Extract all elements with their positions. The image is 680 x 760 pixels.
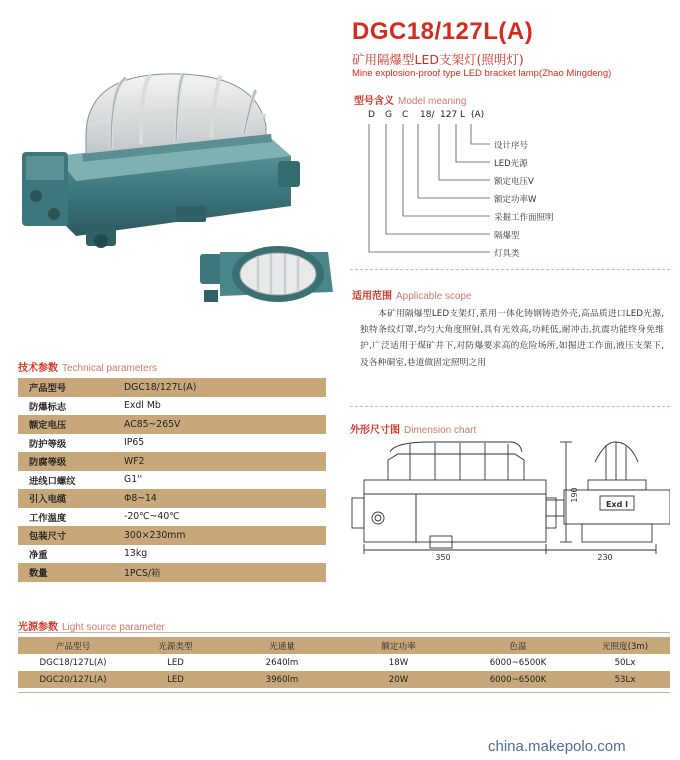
divider [18,692,670,693]
table-row [18,378,326,397]
cell: 53Lx [580,671,670,688]
product-subtitle-en: Mine explosion-proof type LED bracket lamp(Zhao Mingdeng) [352,68,612,79]
code-part: L [460,110,466,120]
col-header: 额定功率 [341,637,456,654]
model-label-lamp-class: 灯具类 [494,249,520,259]
code-part: 127 [440,110,458,120]
scope-heading-cn: 适用范围 [352,291,392,302]
param-key: 防腐等级 [18,452,113,471]
table-header-row [18,637,670,654]
param-value: Φ8~14 [113,489,326,508]
tech-heading [18,359,157,374]
light-source-heading-en: Light source parameter [62,622,165,633]
cell: 6000~6500K [456,654,580,671]
param-key: 进线口螺纹 [18,471,113,490]
tech-heading-cn: 技术参数 [18,363,58,374]
table-row [18,654,670,671]
param-value: IP65 [113,434,326,453]
param-value: G1'' [113,471,326,490]
model-label-led-source: LED光源 [494,159,528,169]
divider [350,406,670,407]
param-key: 数量 [18,563,113,582]
param-key: 额定电压 [18,415,113,434]
param-key: 产品型号 [18,378,113,397]
code-part: C [402,110,409,120]
param-value: WF2 [113,452,326,471]
exd-badge: Exd I [605,500,629,509]
param-value: DGC18/127L(A) [113,378,326,397]
watermark: china.makepolo.com [488,738,626,755]
cell: 2640lm [223,654,341,671]
param-value: -20℃~40℃ [113,508,326,527]
divider [350,269,670,270]
model-meaning-heading-cn: 型号含义 [354,96,394,107]
cell: 6000~6500K [456,671,580,688]
col-header: 光源类型 [128,637,223,654]
param-value: 300×230mm [113,526,326,545]
technical-parameters-table [18,378,326,582]
param-key: 净重 [18,545,113,564]
lamp-photo-small [198,232,338,312]
table-row [18,452,326,471]
model-label-explosion-proof: 隔爆型 [494,231,520,241]
scope-heading [352,287,472,302]
table-row [18,397,326,416]
model-label-design-number: 设计序号 [494,141,529,151]
dimension-width-label: 350 [435,553,451,562]
light-source-heading [18,618,165,633]
param-key: 工作温度 [18,508,113,527]
col-header: 产品型号 [18,637,128,654]
table-row [18,489,326,508]
col-header: 色温 [456,637,580,654]
product-title: DGC18/127L(A) [352,18,534,45]
cell: LED [128,671,223,688]
table-row [18,671,670,688]
table-row [18,545,326,564]
col-header: 光通量 [223,637,341,654]
tech-heading-en: Technical parameters [62,363,158,374]
param-value: 1PCS/箱 [113,563,326,582]
model-label-mining-face: 采掘工作面照明 [494,213,554,223]
table-row [18,434,326,453]
param-value: AC85~265V [113,415,326,434]
model-meaning-diagram [360,118,495,258]
col-header: 光照度(3m) [580,637,670,654]
table-row [18,526,326,545]
code-part: D [368,110,375,120]
light-source-table [18,637,670,688]
cell: 50Lx [580,654,670,671]
dimension-drawing [350,440,670,568]
scope-heading-en: Applicable scope [396,291,472,302]
param-key: 防爆标志 [18,397,113,416]
cell: 18W [341,654,456,671]
table-row [18,415,326,434]
model-meaning-heading-en: Model meaning [398,96,467,107]
dimension-height-label: 190 [570,487,579,503]
model-meaning-heading [354,92,466,107]
table-row [18,471,326,490]
param-value: 13kg [113,545,326,564]
model-label-rated-power: 额定功率W [494,195,537,205]
table-row [18,563,326,582]
divider [18,632,670,633]
code-part: G [385,110,392,120]
dimension-heading-en: Dimension chart [404,425,477,436]
param-key: 引入电缆 [18,489,113,508]
dimension-side-width-label: 230 [597,553,613,562]
cell: 20W [341,671,456,688]
table-row [18,508,326,527]
param-value: Exdl Mb [113,397,326,416]
param-key: 防护等级 [18,434,113,453]
param-key: 包装尺寸 [18,526,113,545]
product-subtitle-cn: 矿用隔爆型LED支架灯(照明灯) [352,52,524,67]
code-part: 18/ [420,110,435,120]
light-source-heading-cn: 光源参数 [18,622,58,633]
model-label-rated-voltage: 额定电压V [494,177,534,187]
dimension-heading [350,421,476,436]
cell: LED [128,654,223,671]
cell: 3960lm [223,671,341,688]
code-part: (A) [471,110,485,120]
cell: DGC20/127L(A) [18,671,128,688]
cell: DGC18/127L(A) [18,654,128,671]
dimension-heading-cn: 外形尺寸图 [350,425,400,436]
scope-text: 本矿用隔爆型LED支架灯,系用一体化铸钢铸造外壳,高品质进口LED光源,独特条纹灯罩,均匀大角度照射,具有光效高,功耗低,耐冲击,抗震功能终身免维护,广泛适用于煤矿井下,对防爆要求高的危险场所,如掘进工作面,液压支架下,及各种硐室,巷道做固定照明之用 [360,309,664,368]
